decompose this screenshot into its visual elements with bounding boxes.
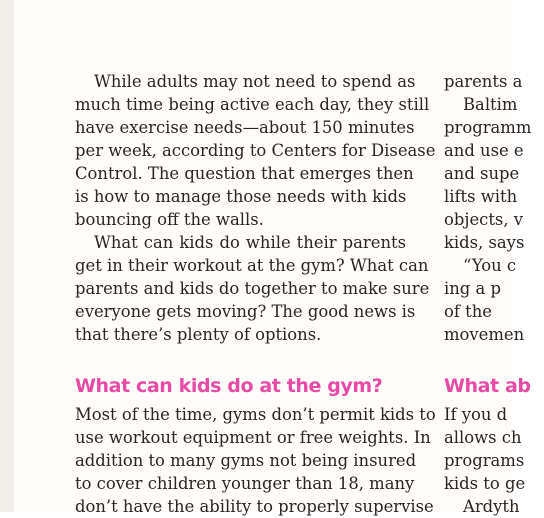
text-line: lifts with	[444, 187, 518, 206]
text-line: Most of the time, gyms don’t permit kids to	[75, 405, 436, 424]
text-line: What can kids do while their parents	[94, 233, 406, 252]
text-line: addition to many gyms not being insured	[75, 451, 417, 470]
text-line: bouncing off the walls.	[75, 210, 264, 229]
text-line: Control. The question that emerges then	[75, 164, 414, 183]
text-line: is how to manage those needs with kids	[75, 187, 407, 206]
page-edge-strip	[0, 0, 14, 512]
text-line: “You c	[463, 256, 517, 275]
paragraph-adults-exercise	[75, 70, 436, 231]
text-line: and use e	[444, 141, 524, 160]
text-line: If you d	[444, 405, 508, 424]
text-line: of the	[444, 302, 492, 321]
text-line: While adults may not need to spend as	[94, 72, 416, 91]
text-line: ing a p	[444, 279, 501, 298]
text-line: parents a	[444, 72, 523, 91]
text-line: programs	[444, 451, 525, 470]
right-column	[444, 70, 544, 518]
text-line: programm	[444, 118, 532, 137]
text-line: use workout equipment or free weights. In	[75, 428, 431, 447]
text-line: kids, says	[444, 233, 525, 252]
text-line: movemen	[444, 325, 525, 344]
text-line: everyone gets moving? The good news is	[75, 302, 416, 321]
paragraph-kids-at-gym	[75, 231, 430, 346]
text-line: have exercise needs—about 150 minutes	[75, 118, 415, 137]
text-line: parents and kids do together to make sure	[75, 279, 430, 298]
paragraph-gym-rules	[75, 403, 436, 518]
text-line: don’t have the ability to properly supervise	[75, 497, 434, 516]
text-line: that there’s plenty of options.	[75, 325, 322, 344]
section-heading-what-about: What ab	[444, 375, 531, 397]
text-line: kids to ge	[444, 474, 526, 493]
text-line: Baltim	[463, 95, 518, 114]
left-column	[75, 70, 436, 518]
section-heading-kids-gym: What can kids do at the gym?	[75, 375, 383, 397]
text-line: Ardyth	[463, 497, 520, 516]
text-line: to cover children younger than 18, many	[75, 474, 415, 493]
text-line: objects, v	[444, 210, 523, 229]
text-line: get in their workout at the gym? What can	[75, 256, 429, 275]
text-line: allows ch	[444, 428, 522, 447]
text-line: much time being active each day, they still	[75, 95, 430, 114]
text-line: and supe	[444, 164, 520, 183]
text-line: per week, according to Centers for Disease	[75, 141, 436, 160]
